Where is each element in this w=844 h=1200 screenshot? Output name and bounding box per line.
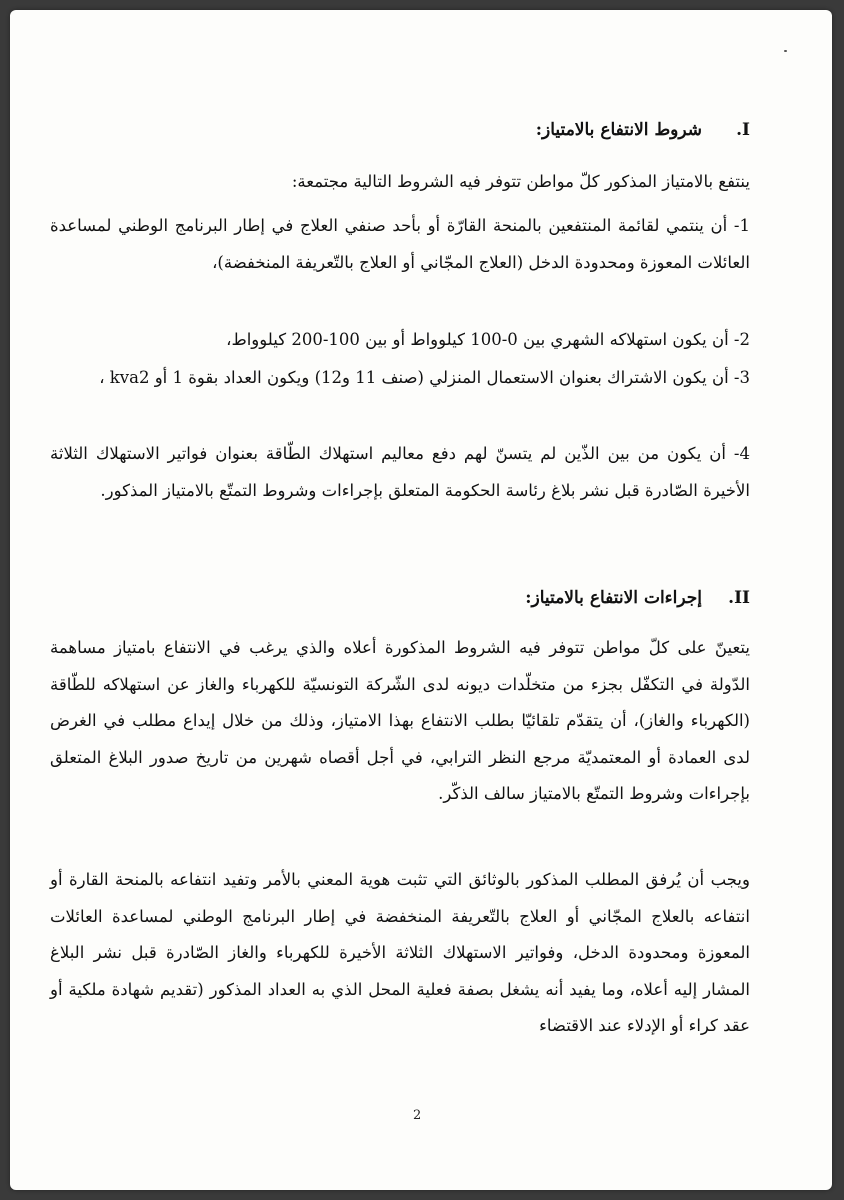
scan-speck	[784, 50, 787, 52]
section-2-title: إجراءات الانتفاع بالامتياز:	[525, 588, 702, 608]
condition-4: 4- أن يكون من بين الذّين لم يتسنّ لهم دفع معاليم استهلاك الطّاقة بعنوان فواتير الاستهلاك الثلاثة الأخيرة الصّادرة قبل نشر بلاغ رئاسة الحكومة المتعلق بإجراءات وشروط التمتّع بالامتياز المذكور.	[50, 444, 750, 500]
page-number: 2	[413, 1108, 422, 1123]
section-2-paragraph-1: يتعينّ على كلّ مواطن تتوفر فيه الشروط المذكورة أعلاه والذي يرغب في الانتفاع بامتياز مساهمة الدّولة في التكفّل بجزء من متخلّدات ديونه لدى الشّركة التونسيّة للكهرباء والغاز عن استهلاكه للطّاقة (الكهرباء والغاز)، أن يتقدّم تلقائيّا بطلب الانتفاع بهذا الامتياز، وذلك من خلال إيداع مطلب في الغرض لدى العمادة أو المعتمديّة مرجع النظر الترابي، في أجل أقصاه شهرين من تاريخ صدور البلاغ المتعلق بإجراءات وشروط التمتّع بالامتياز سالف الذكّر.	[50, 638, 750, 803]
section-2-paragraph-2: ويجب أن يُرفق المطلب المذكور بالوثائق التي تثبت هوية المعني بالأمر وتفيد انتفاعه بالمنحة القارة أو انتفاعه بالعلاج المجّاني أو العلاج بالتّعريفة المنخفضة في إطار البرنامج الوطني لمساعدة العائلات المعوزة ومحدودة الدخل، وفواتير الاستهلاك الثلاثة الأخيرة للكهرباء والغاز الصّادرة قبل نشر البلاغ المشار إليه أعلاه، وما يفيد أنه يشغل بصفة فعلية المحل الذي به العداد المذكور (تقديم شهادة ملكية أو عقد كراء أو الإدلاء عند الاقتضاء	[50, 870, 750, 1035]
section-1-number: I.	[736, 120, 750, 140]
condition-1: 1- أن ينتمي لقائمة المنتفعين بالمنحة القارّة أو بأحد صنفي العلاج في إطار البرنامج الوطني لمساعدة العائلات المعوزة ومحدودة الدخل (العلاج المجّاني أو العلاج بالتّعريفة المنخفضة)،	[50, 216, 750, 272]
section-2-number: II.	[728, 588, 750, 608]
section-1-title: شروط الانتفاع بالامتياز:	[535, 120, 702, 140]
document-page	[10, 10, 832, 1190]
section-1-intro: ينتفع بالامتياز المذكور كلّ مواطن تتوفر فيه الشروط التالية مجتمعة:	[291, 172, 750, 191]
section-2-heading	[50, 588, 750, 608]
condition-2: 2- أن يكون استهلاكه الشهري بين 0-100 كيلوواط أو بين 100-200 كيلوواط،	[226, 330, 750, 349]
section-1-heading	[50, 120, 750, 140]
condition-3: 3- أن يكون الاشتراك بعنوان الاستعمال المنزلي (صنف 11 و12) ويكون العداد بقوة 1 أو kva2 ،	[99, 368, 750, 387]
